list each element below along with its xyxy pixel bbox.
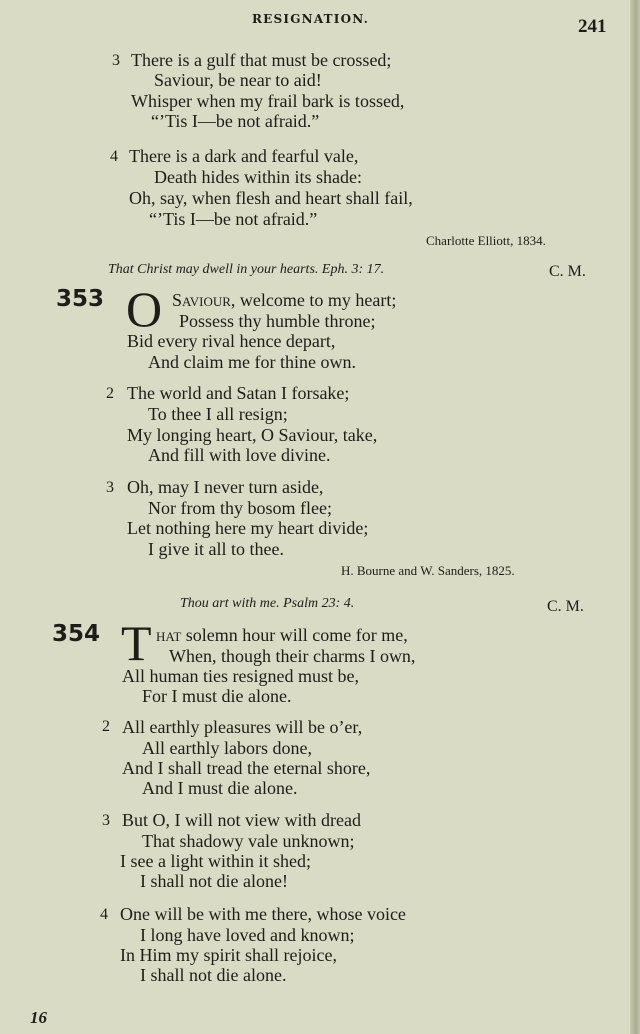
verse-line: Whisper when my frail bark is tossed,	[131, 91, 405, 111]
page-number: 241	[578, 16, 607, 37]
verse-line: For I must die alone.	[142, 686, 292, 706]
verse-line: That shadowy vale unknown;	[142, 831, 355, 851]
hymn-354-dropcap: T	[121, 615, 152, 671]
verse-line: All earthly labors done,	[142, 738, 312, 758]
verse-line: The world and Satan I forsake;	[127, 383, 350, 403]
verse-line: I shall not die alone!	[140, 871, 288, 891]
verse-line: All earthly pleasures will be o’er,	[122, 717, 363, 737]
verse-line: “’Tis I—be not afraid.”	[151, 111, 320, 131]
verse-line: There is a dark and fearful vale,	[129, 146, 359, 166]
verse-line: There is a gulf that must be crossed;	[131, 50, 392, 70]
stanza-number: 3	[106, 479, 114, 496]
verse-line	[156, 625, 408, 645]
hymn-353-number: 353	[56, 286, 105, 312]
hymn-354-title: Thou art with me. Psalm 23: 4.	[180, 596, 355, 611]
verse-line: My longing heart, O Saviour, take,	[127, 425, 378, 445]
stanza-number: 3	[112, 52, 120, 69]
verse-line: But O, I will not view with dread	[122, 810, 361, 830]
verse-line: One will be with me there, whose voice	[120, 904, 406, 924]
verse-line: I shall not die alone.	[140, 965, 287, 985]
page-edge	[630, 0, 640, 1034]
verse-line: All human ties resigned must be,	[122, 666, 359, 686]
hymn-354-number: 354	[52, 621, 101, 647]
stanza-number: 2	[102, 718, 110, 735]
verse-line: I give it all to thee.	[148, 539, 284, 559]
first-word: hat	[156, 625, 182, 645]
author-attribution: H. Bourne and W. Sanders, 1825.	[341, 563, 515, 578]
verse-line: When, though their charms I own,	[169, 646, 416, 666]
verse-line: Oh, say, when flesh and heart shall fail,	[129, 188, 413, 208]
verse-line: Let nothing here my heart divide;	[127, 518, 369, 538]
stanza-number: 2	[106, 385, 114, 402]
signature-mark: 16	[30, 1008, 47, 1027]
verse-line: Oh, may I never turn aside,	[127, 477, 324, 497]
verse-line: Death hides within its shade:	[154, 167, 362, 187]
first-word: Saviour,	[172, 290, 236, 310]
verse-line: I long have loved and known;	[140, 925, 355, 945]
verse-line: To thee I all resign;	[148, 404, 288, 424]
first-line-rest: solemn hour will come for me,	[181, 625, 408, 645]
verse-line: Nor from thy bosom flee;	[148, 498, 332, 518]
verse-line: “’Tis I—be not afraid.”	[149, 209, 318, 229]
stanza-number: 4	[110, 148, 118, 165]
verse-line: In Him my spirit shall rejoice,	[120, 945, 337, 965]
running-header: RESIGNATION.	[252, 12, 370, 26]
verse-line: Bid every rival hence depart,	[127, 331, 336, 351]
verse-line: I see a light within it shed;	[120, 851, 311, 871]
hymn-354-meter: C. M.	[547, 598, 584, 615]
stanza-number: 4	[100, 906, 108, 923]
verse-line: And claim me for thine own.	[148, 352, 356, 372]
first-line-rest: welcome to my heart;	[235, 290, 397, 310]
hymn-353-title: That Christ may dwell in your hearts. Eph. 3: 17.	[108, 262, 385, 277]
hymn-353-dropcap: O	[126, 281, 163, 337]
verse-line	[172, 290, 396, 310]
hymn-353-meter: C. M.	[549, 263, 586, 280]
verse-line: And I must die alone.	[142, 778, 298, 798]
verse-line: Possess thy humble throne;	[179, 311, 376, 331]
verse-line: And I shall tread the eternal shore,	[122, 758, 371, 778]
author-attribution: Charlotte Elliott, 1834.	[426, 233, 546, 248]
stanza-number: 3	[102, 812, 110, 829]
verse-line: Saviour, be near to aid!	[154, 70, 322, 90]
verse-line: And fill with love divine.	[148, 445, 331, 465]
